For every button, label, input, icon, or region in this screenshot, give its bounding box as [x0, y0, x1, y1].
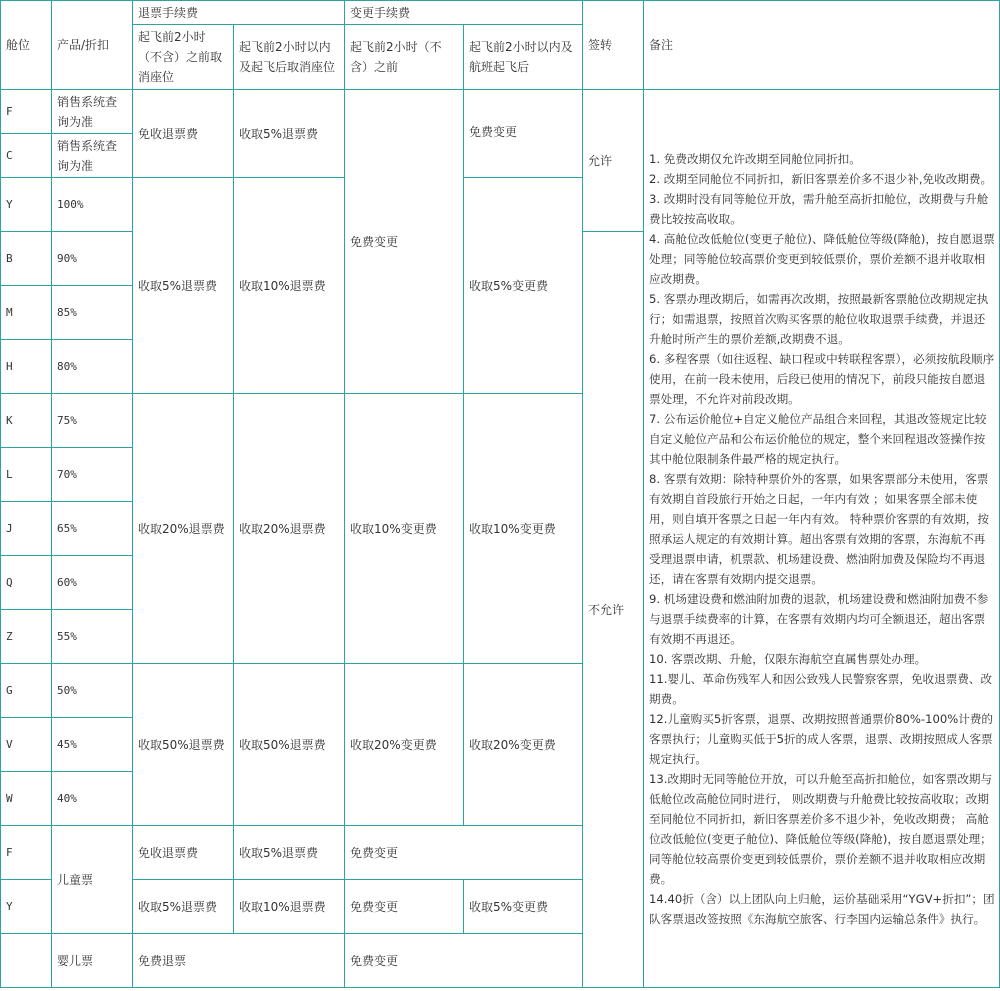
- header-remarks: 备注: [644, 1, 1000, 90]
- fee-cell: 收取10%退票费: [234, 178, 345, 394]
- fee-cell: 免费变更: [345, 826, 583, 880]
- fee-cell: 收取5%退票费: [133, 178, 234, 394]
- fee-cell: 免费退票: [133, 934, 345, 988]
- header-refund-before: 起飞前2小时（不含）之前取消座位: [133, 25, 234, 90]
- endorse-allowed: 允许: [583, 90, 644, 232]
- fee-cell: 免收退票费: [133, 826, 234, 880]
- fee-cell: 免费变更: [345, 934, 583, 988]
- fee-cell: 免费变更: [345, 880, 464, 934]
- fee-cell: 收取5%退票费: [234, 90, 345, 178]
- fee-cell: 收取20%退票费: [234, 394, 345, 664]
- endorse-not-allowed: 不允许: [583, 232, 644, 988]
- header-cabin: 舱位: [1, 1, 52, 90]
- header-change-before: 起飞前2小时（不含）之前: [345, 25, 464, 90]
- fee-cell: 收取50%退票费: [133, 664, 234, 826]
- product-cell: 80%: [52, 340, 133, 394]
- fee-cell: 收取5%退票费: [133, 880, 234, 934]
- remark-item: 3. 改期时没有同等舱位开放，需升舱至高折扣舱位，改期费与升舱费比较按高收取。: [649, 191, 989, 226]
- remark-item: 5. 客票办理改期后，如需再次改期，按照最新客票舱位改期规定执行；如需退票，按照首次购买客票的舱位收取退票手续费，并退还升舱时所产生的票价差额,改期费不退。: [649, 291, 989, 346]
- cabin-cell: K: [1, 394, 52, 448]
- header-refund-fee: 退票手续费: [133, 1, 345, 25]
- remark-item: 1. 免费改期仅允许改期至同舱位同折扣。: [649, 151, 861, 166]
- product-cell: 45%: [52, 718, 133, 772]
- remark-item: 6. 多程客票（如往返程、缺口程或中转联程客票），必须按航段顺序使用，在前一段未使用，后段已使用的情况下，前段只能按自愿退票处理，不允许对前段改期。: [649, 351, 995, 406]
- cabin-cell: H: [1, 340, 52, 394]
- product-cell: 100%: [52, 178, 133, 232]
- header-change-fee: 变更手续费: [345, 1, 583, 25]
- product-cell: 90%: [52, 232, 133, 286]
- fee-cell: 收取20%变更费: [464, 664, 583, 826]
- remark-item: 13.改期时无同等舱位开放，可以升舱至高折扣舱位，如客票改期与低舱位改高舱位同时进行， 则改期费与升舱费比较按高收取；改期至同舱位不同折扣，新旧客票差价多不退少补，免收改期费； 高舱位改低舱位(变更子舱位)、降低舱位等级(降舱)，按自愿退票处理；同等舱位较高票价变更到较低票价，票价差额不退并收取相应改期费。: [649, 771, 993, 886]
- product-cell: 75%: [52, 394, 133, 448]
- cabin-cell: W: [1, 772, 52, 826]
- cabin-cell: C: [1, 134, 52, 178]
- product-cell: 70%: [52, 448, 133, 502]
- cabin-cell: J: [1, 502, 52, 556]
- fee-cell: 收取10%变更费: [345, 394, 464, 664]
- header-endorse: 签转: [583, 1, 644, 90]
- remarks-cell: [644, 90, 1000, 988]
- remark-item: 10. 客票改期、升舱，仅限东海航空直属售票处办理。: [649, 651, 927, 666]
- remark-item: 4. 高舱位改低舱位(变更子舱位)、降低舱位等级(降舱)，按自愿退票处理；同等舱位较高票价变更到较低票价，票价差额不退并收取相应改期费。: [649, 231, 995, 286]
- cabin-cell: Y: [1, 880, 52, 934]
- fee-cell: 收取10%退票费: [234, 880, 345, 934]
- fee-cell: 免费变更: [345, 90, 464, 394]
- cabin-cell: M: [1, 286, 52, 340]
- remark-item: 8. 客票有效期：除特种票价外的客票，如果客票部分未使用，客票有效期自首段旅行开始之日起，一年内有效 ；如果客票全部未使用，则自填开客票之日起一年内有效。 特种票价客票的有效期，按照承运人规定的有效期计算。超出客票有效期的客票，东海航不再受理退票申请，机票款、机场建设费、燃油附加费及保险均不再退还，请在客票有效期内提交退票。: [649, 471, 989, 586]
- product-cell: 85%: [52, 286, 133, 340]
- fee-cell: 收取10%变更费: [464, 394, 583, 664]
- fee-cell: 免收退票费: [133, 90, 234, 178]
- product-cell: 65%: [52, 502, 133, 556]
- cabin-cell: V: [1, 718, 52, 772]
- fee-cell: 收取50%退票费: [234, 664, 345, 826]
- remark-item: 14.40折（含）以上团队向上归舱，运价基础采用“YGV+折扣”；团队客票退改签按照《东海航空旅客、行李国内运输总条件》执行。: [649, 891, 995, 926]
- cabin-cell: B: [1, 232, 52, 286]
- remark-item: 11.婴儿、革命伤残军人和因公致残人民警察客票，免收退票费、改期费。: [649, 671, 993, 706]
- cabin-cell: G: [1, 664, 52, 718]
- remark-item: 2. 改期至同舱位不同折扣，新旧客票差价多不退少补,免收改期费。: [649, 171, 993, 186]
- fee-cell: 收取5%退票费: [234, 826, 345, 880]
- remark-item: 7. 公布运价舱位+自定义舱位产品组合来回程，其退改签规定比较自定义舱位产品和公布运价舱位的规定，整个来回程退改签操作按其中舱位限制条件最严格的规定执行。: [649, 411, 987, 466]
- child-ticket-cell: 儿童票: [52, 826, 133, 934]
- cabin-cell: Q: [1, 556, 52, 610]
- cabin-cell: Y: [1, 178, 52, 232]
- header-product: 产品/折扣: [52, 1, 133, 90]
- cabin-cell: Z: [1, 610, 52, 664]
- product-cell: 55%: [52, 610, 133, 664]
- cabin-cell: [1, 934, 52, 988]
- header-change-within: 起飞前2小时以内及航班起飞后: [464, 25, 583, 90]
- fee-cell: 收取5%变更费: [464, 880, 583, 934]
- product-cell: 销售系统查询为准: [52, 90, 133, 134]
- product-cell: 40%: [52, 772, 133, 826]
- remark-item: 9. 机场建设费和燃油附加费的退款，机场建设费和燃油附加费不参与退票手续费率的计算，在客票有效期内均可全额退还，超出客票有效期不再退还。: [649, 591, 989, 646]
- header-refund-within: 起飞前2小时以内及起飞后取消座位: [234, 25, 345, 90]
- cabin-cell: F: [1, 90, 52, 134]
- remark-item: 12.儿童购买5折客票，退票、改期按照普通票价80%-100%计费的客票执行；儿童购买低于5折的成人客票，退票、改期按照成人客票规定执行。: [649, 711, 994, 766]
- fee-cell: 收取20%退票费: [133, 394, 234, 664]
- product-cell: 50%: [52, 664, 133, 718]
- infant-ticket-cell: 婴儿票: [52, 934, 133, 988]
- fee-cell: 免费变更: [464, 90, 583, 178]
- fee-cell: 收取20%变更费: [345, 664, 464, 826]
- product-cell: 销售系统查询为准: [52, 134, 133, 178]
- cabin-cell: F: [1, 826, 52, 880]
- cabin-cell: L: [1, 448, 52, 502]
- product-cell: 60%: [52, 556, 133, 610]
- fee-cell: 收取5%变更费: [464, 178, 583, 394]
